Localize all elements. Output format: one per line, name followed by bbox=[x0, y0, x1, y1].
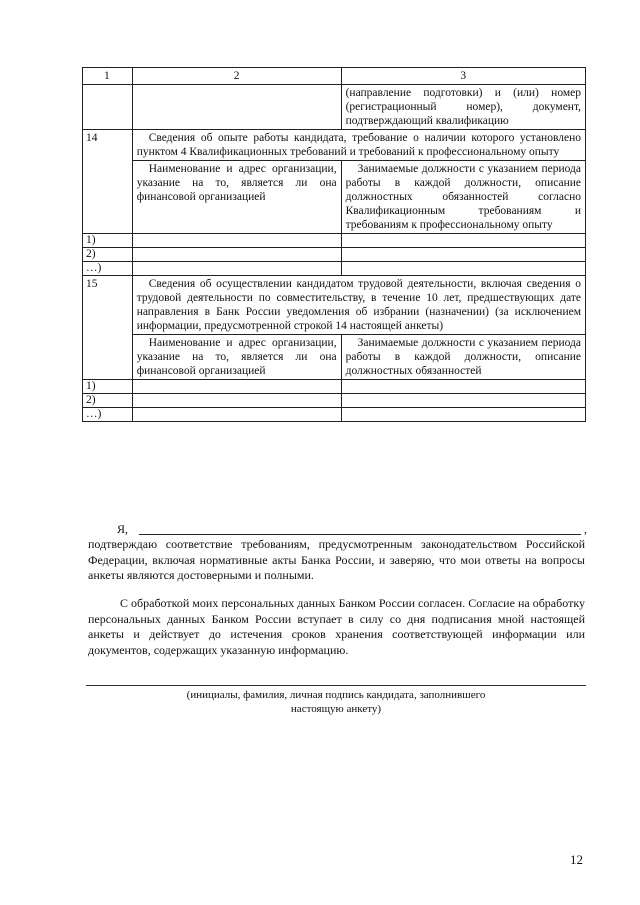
table-row bbox=[83, 248, 586, 262]
header-col-2: 2 bbox=[132, 68, 341, 85]
section-15-subheader-row bbox=[83, 335, 586, 380]
declaration-paragraph-2: С обработкой моих персональных данных Банком России согласен. Согласие на обработку персональных данных Банком России вступает в силу со дня подписания мной настоящей анкеты и действует до истечения сроков хранения соответствующей информации или документов, содержащих указанную информацию. bbox=[88, 596, 585, 657]
page-number: 12 bbox=[570, 852, 583, 867]
section-15-col2-header: Наименование и адрес организации, указание на то, является ли она финансовой организацией bbox=[132, 335, 341, 380]
section-14-subheader-row bbox=[83, 161, 586, 234]
section-14-number: 14 bbox=[83, 130, 133, 234]
name-fill-line bbox=[139, 534, 581, 535]
section-15-number: 15 bbox=[83, 276, 133, 380]
section-15-row bbox=[83, 276, 586, 335]
section-14-title: Сведения об опыте работы кандидата, требование о наличии которого установлено пунктом 4 Квалификационных требований и требований к профессиональному опыту bbox=[132, 130, 585, 161]
table-row bbox=[83, 262, 586, 276]
section-14-col2-header: Наименование и адрес организации, указание на то, является ли она финансовой организацией bbox=[132, 161, 341, 234]
header-col-3: 3 bbox=[341, 68, 585, 85]
declaration-paragraph-1: подтверждаю соответствие требованиям, предусмотренным законодательством Российской Федерации, включая нормативные акты Банка России, и заверяю, что мои ответы на вопросы анкеты являются достоверными и полными. bbox=[88, 537, 585, 582]
table-row-continued bbox=[83, 85, 586, 130]
table-row bbox=[83, 408, 586, 422]
declaration-comma: , bbox=[584, 522, 587, 536]
row-number: 2) bbox=[83, 394, 133, 408]
section-14-col3-header: Занимаемые должности с указанием периода работы в каждой должности, описание должностных обязанностей согласно Квалификационным требованиям и требованиям к профессиональному опыту bbox=[341, 161, 585, 234]
table-header-row bbox=[83, 68, 586, 85]
questionnaire-table bbox=[82, 67, 586, 422]
declaration-ya: Я, bbox=[117, 522, 129, 536]
section-15-col3-header: Занимаемые должности с указанием периода работы в каждой должности, описание должностных обязанностей bbox=[341, 335, 585, 380]
row-number: 2) bbox=[83, 248, 133, 262]
row-number: …) bbox=[83, 408, 133, 422]
section-14-row bbox=[83, 130, 586, 161]
table-row bbox=[83, 380, 586, 394]
signature-line bbox=[86, 685, 586, 686]
section-15-title: Сведения об осуществлении кандидатом трудовой деятельности, включая сведения о трудовой деятельности по совместительству, в течение 10 лет, предшествующих дате направления в Банк России уведомления об избрании (назначении) (за исключением информации, предусмотренной строкой 14 настоящей анкеты) bbox=[132, 276, 585, 335]
row-number: 1) bbox=[83, 234, 133, 248]
table-row bbox=[83, 394, 586, 408]
row-number: …) bbox=[83, 262, 133, 276]
signature-caption-line-1: (инициалы, фамилия, личная подпись кандидата, заполнившего bbox=[186, 689, 486, 701]
continued-cell-text: (направление подготовки) и (или) номер (регистрационный номер), документ, подтверждающий квалификацию bbox=[341, 85, 585, 130]
row-number: 1) bbox=[83, 380, 133, 394]
declaration-first-line bbox=[117, 522, 587, 537]
signature-caption-line-2: настоящую анкету) bbox=[290, 703, 382, 715]
header-col-1: 1 bbox=[83, 68, 133, 85]
signature-caption bbox=[86, 688, 586, 716]
table-row bbox=[83, 234, 586, 248]
